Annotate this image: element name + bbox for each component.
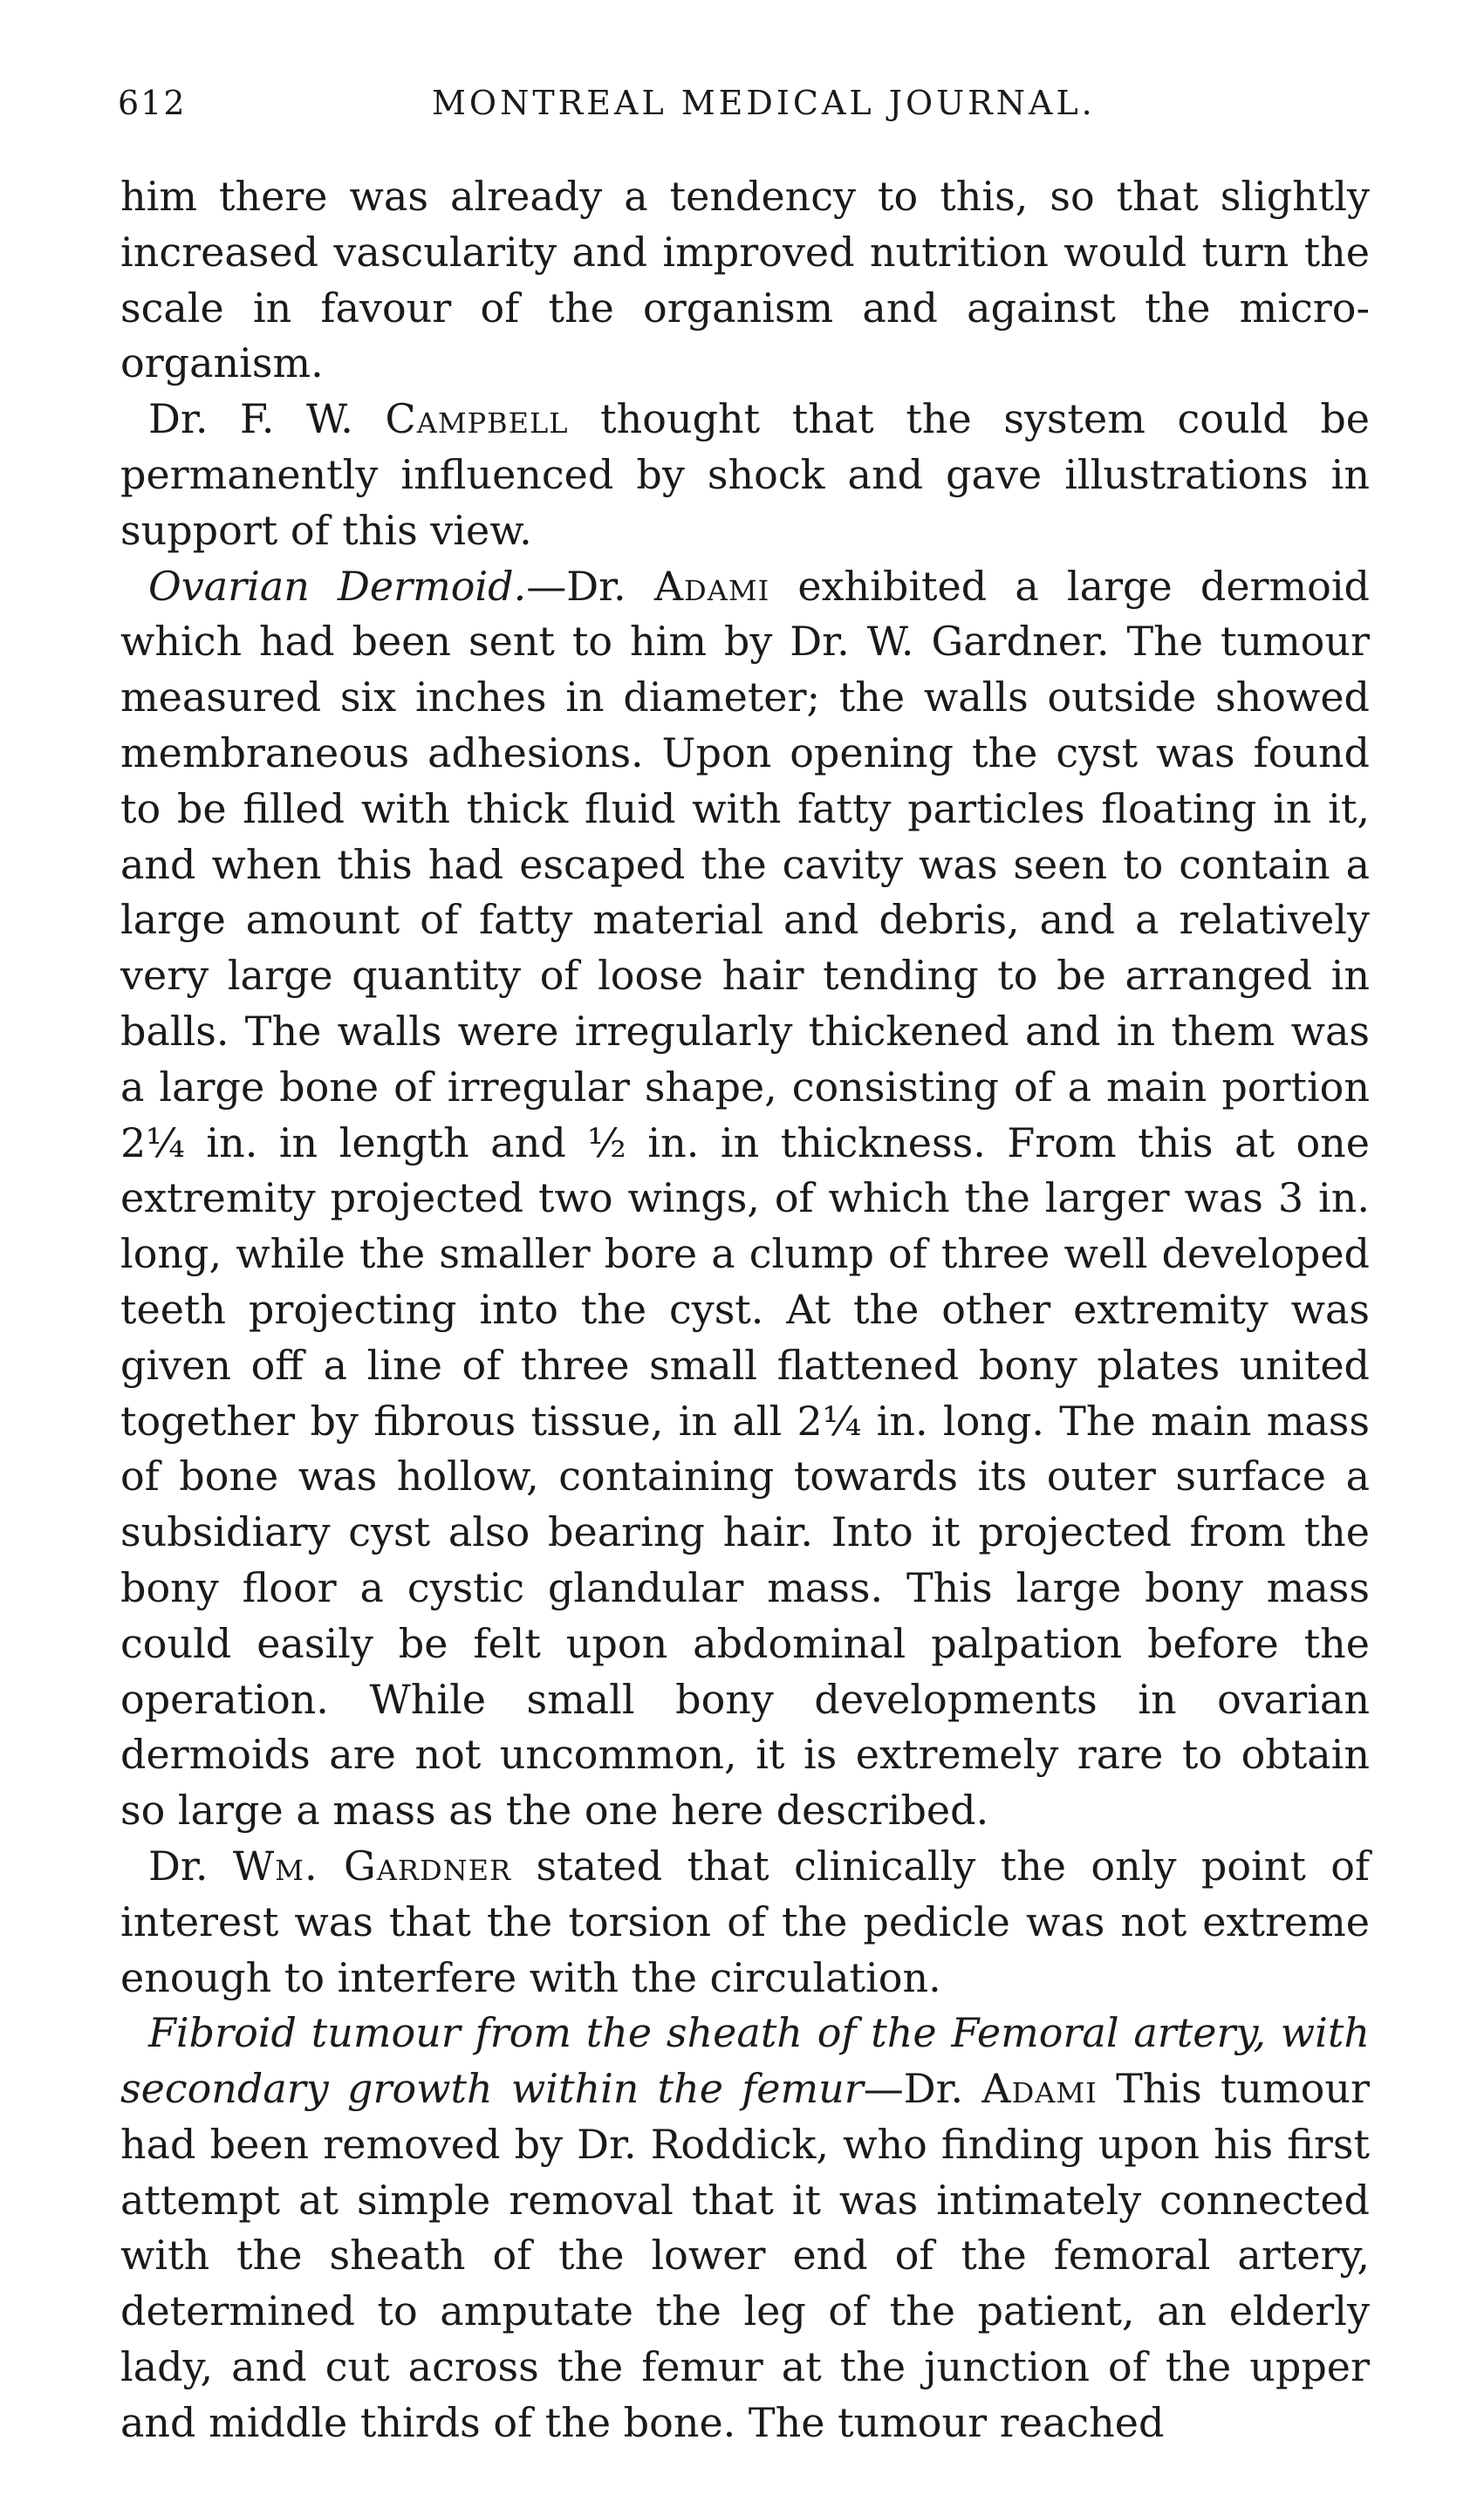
paragraph-text: thought that the system could be permanently influenced by shock and gave illustrations in support of this view. [120,395,1371,554]
section-heading: Fibroid tumour from the sheath of the Femoral artery, with secondary growth within the femur [120,2009,1370,2113]
paragraph-text: him there was already a tendency to this, so that slightly increased vascularity and improved nutrition would turn the scale in favour of the organism and against the micro-organism. [120,173,1370,387]
page-number: 612 [118,84,187,122]
paragraph-text: stated that clinically the only point of interest was that the torsion of the pedicle was not extreme enough to interfere with the circulation. [120,1842,1370,2001]
paragraph-continuation [120,169,1370,392]
speaker-name: Campbell [385,395,569,443]
speaker-name: Adami [981,2065,1098,2113]
speaker-name: Adami [653,562,770,610]
article-body [120,169,1370,2451]
speaker-name: Wm. Gardner [232,1842,512,1890]
speaker-prefix: Dr. [148,1842,209,1890]
speaker-prefix: —Dr. [526,562,626,610]
paragraph-ovarian-dermoid [120,559,1370,1839]
paragraph-text: This tumour had been removed by Dr. Roddick, who finding upon his first attempt at simple removal that it was intimately connected with the sheath of the lower end of the femoral artery, determined to amputate the leg of the patient, an elderly lady, and cut across the femur at the junction of the upper and middle thirds of the bone. The tumour reached [120,2065,1370,2446]
section-heading: Ovarian Dermoid. [148,562,527,610]
paragraph-fibroid-tumour [120,2006,1370,2451]
paragraph-gardner [120,1839,1370,2006]
speaker-prefix: —Dr. [863,2065,964,2113]
paragraph-text: exhibited a large dermoid which had been sent to him by Dr. W. Gardner. The tumour measured six inches in diameter; the walls outside showed membraneous adhesions. Upon opening the cyst was found to be filled with thick fluid with fatty particles floating in it, and when this had escaped the cavity was seen to contain a large amount of fatty material and debris, and a relatively very large quantity of loose hair tending to be arranged in balls. The walls were irregularly thickened and in them was a large bone of irregular shape, consisting of a main portion 2¼ in. in length and ½ in. in thickness. From this at one extremity projected two wings, of which the larger was 3 in. long, while the smaller bore a clump of three well developed teeth projecting into the cyst. At the other extremity was given off a line of three small flattened bony plates united together by fibrous tissue, in all 2¼ in. long. The main mass of bone was hollow, containing towards its outer surface a subsidiary cyst also bearing hair. Into it projected from the bony floor a cystic glandular mass. This large bony mass could easily be felt upon abdominal palpation before the operation. While small bony developments in ovarian dermoids are not uncommon, it is extremely rare to obtain so large a mass as the one here described. [120,562,1371,1835]
speaker-prefix: Dr. F. W. [148,395,353,443]
running-title: MONTREAL MEDICAL JOURNAL. [432,84,1096,122]
paragraph-campbell [120,392,1370,558]
page-header [118,84,1367,145]
